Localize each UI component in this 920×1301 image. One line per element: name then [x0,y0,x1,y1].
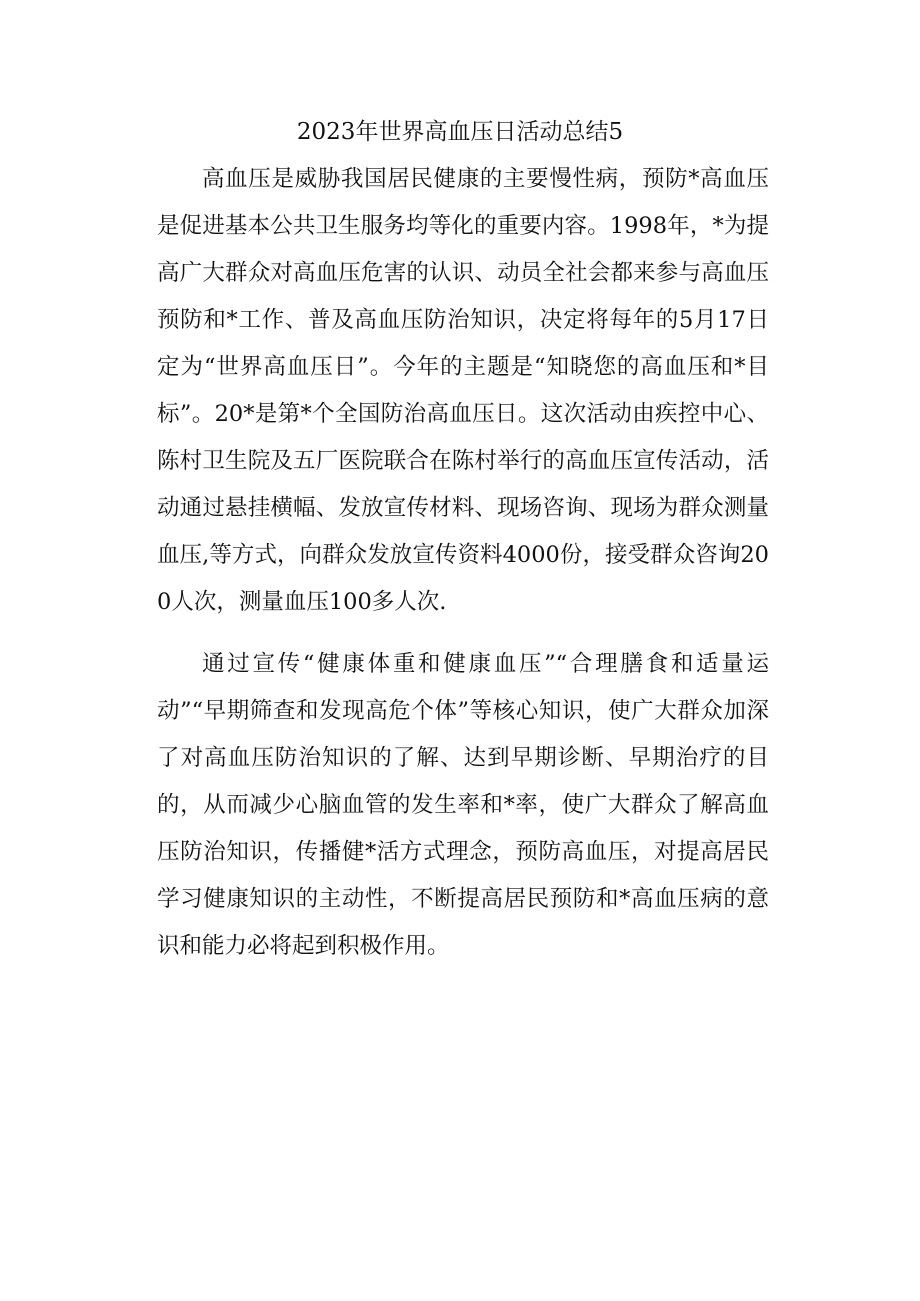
body-paragraph-2: 通过宣传“健康体重和健康血压”“合理膳食和适量运动”“早期筛查和发现高危个体”等核心知识，使广大群众加深了对高血压防治知识的了解、达到早期诊断、早期治疗的目的，从而减少心脑血管的发生率和*率，使广大群众了解高血压防治知识，传播健*活方式理念，预防高血压，对提高居民学习健康知识的主动性，不断提高居民预防和*高血压病的意识和能力必将起到积极作用。 [157,651,769,959]
document-title: 2023年世界高血压日活动总结5 [296,119,624,145]
body-paragraph-1: 高血压是威胁我国居民健康的主要慢性病，预防*高血压是促进基本公共卫生服务均等化的重要内容。1998年，*为提高广大群众对高血压危害的认识、动员全社会都来参与高血压预防和*工作、普及高血压防治知识，决定将每年的5月17日定为“世界高血压日”。今年的主题是“知晓您的高血压和*目标”。20*是第*个全国防治高血压日。这次活动由疾控中心、陈村卫生院及五厂医院联合在陈村举行的高血压宣传活动，活动通过悬挂横幅、发放宣传材料、现场咨询、现场为群众测量血压,等方式，向群众发放宣传资料4000份，接受群众咨询200人次，测量血压100多人次. [157,166,769,615]
